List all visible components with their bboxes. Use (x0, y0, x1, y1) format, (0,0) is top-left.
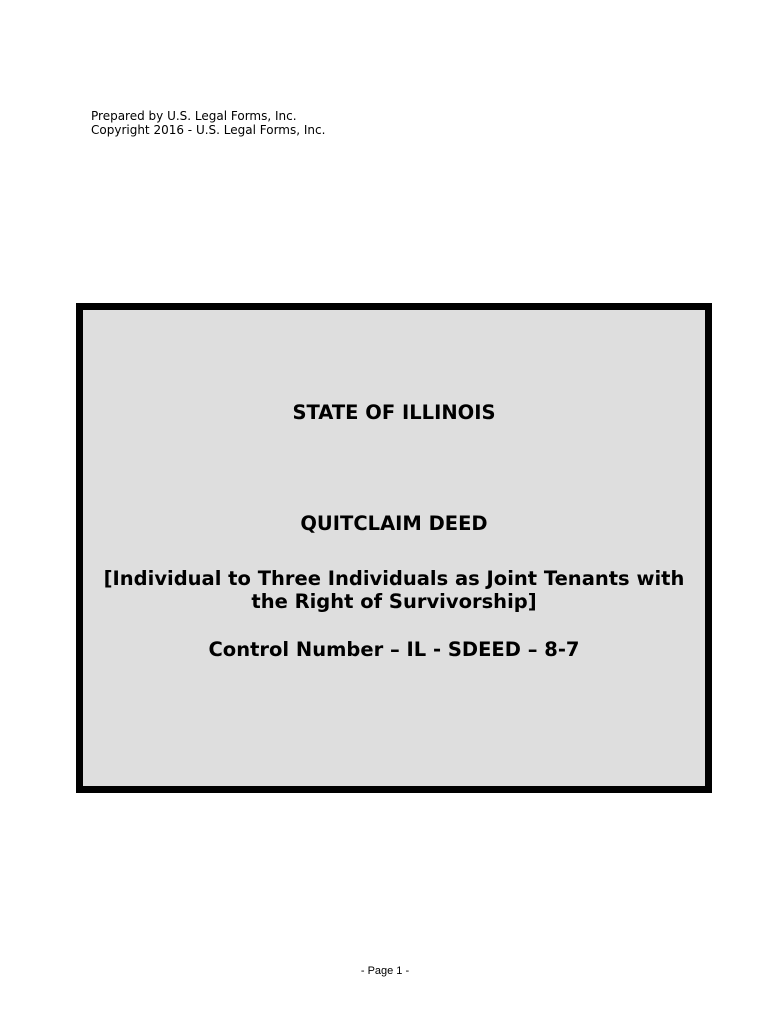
document-title: QUITCLAIM DEED (300, 512, 488, 535)
preparer-info (91, 109, 325, 137)
prepared-by-line: Prepared by U.S. Legal Forms, Inc. (91, 109, 297, 123)
document-subtitle-line-2: the Right of Survivorship] (251, 590, 537, 613)
control-number: Control Number – IL - SDEED – 8-7 (208, 638, 580, 661)
cover-title-box (76, 303, 712, 793)
copyright-line: Copyright 2016 - U.S. Legal Forms, Inc. (91, 123, 326, 137)
document-subtitle-line-1: [Individual to Three Individuals as Joint Tenants with (103, 567, 685, 590)
page-number: - Page 1 - (360, 965, 410, 977)
state-title: STATE OF ILLINOIS (292, 401, 496, 424)
document-subtitle (83, 567, 705, 613)
